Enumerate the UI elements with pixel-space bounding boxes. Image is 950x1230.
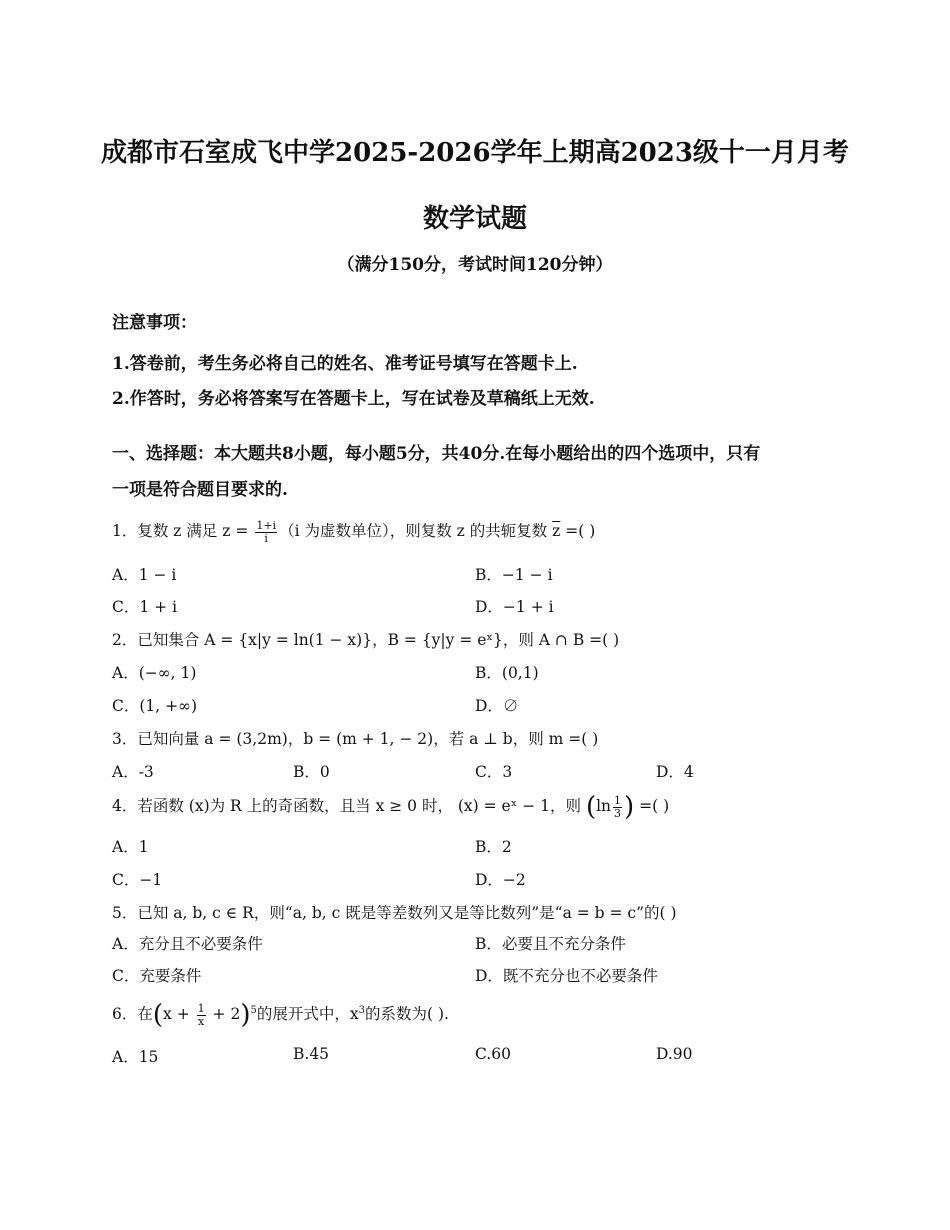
left-paren: (	[152, 1000, 164, 1030]
fraction-denominator: 3	[614, 806, 622, 820]
expr-part-a: x +	[163, 1005, 195, 1023]
question-4-fraction	[613, 795, 622, 820]
question-1-text-post: （i 为虚数单位），则复数 z 的共轭复数	[279, 522, 553, 540]
right-paren: )	[624, 792, 635, 822]
fraction-numerator: 1	[614, 793, 622, 807]
question-1	[112, 519, 595, 545]
q3-option-b: B．0	[293, 763, 330, 781]
q5-option-b: B．必要且不充分条件	[475, 935, 626, 953]
q1-option-d: D．−1 + i	[475, 598, 554, 616]
q4-option-d: D．−2	[475, 871, 526, 889]
fraction-denominator: i	[264, 531, 268, 545]
q5-option-c: C．充要条件	[112, 967, 202, 985]
notice-item-1: 1.答卷前，考生务必将自己的姓名、准考证号填写在答题卡上.	[112, 354, 578, 374]
q2-option-d: D．∅	[475, 697, 519, 715]
question-1-text-end: =( )	[560, 522, 596, 540]
notice-heading: 注意事项：	[112, 313, 197, 333]
q3-option-c: C．3	[475, 763, 513, 781]
expr-part-b: + 2	[207, 1005, 241, 1023]
question-5: 5．已知 a, b, c ∈ R，则“a, b, c 既是等差数列又是等比数列”是“a = b = c”的( )	[112, 904, 677, 922]
question-2: 2．已知集合 A = {x|y = ln(1 − x)}，B = {y|y = eˣ}，则 A ∩ B =( )	[112, 631, 620, 649]
exam-note: （满分150分，考试时间120分钟）	[337, 255, 613, 275]
exam-title: 成都市石室成飞中学2025-2026学年上期高2023级十一月月考	[101, 138, 849, 168]
question-4-text-pre: 4．若函数 (x)为 R 上的奇函数，且当 x ≥ 0 时， (x) = eˣ − 1，则	[112, 797, 586, 815]
q2-option-c: C．(1, +∞)	[112, 697, 198, 715]
question-3: 3．已知向量 a = (3,2m)，b = (m + 1, − 2)，若 a ⊥ b，则 m =( )	[112, 730, 599, 748]
q4-option-c: C．−1	[112, 871, 163, 889]
exponent: 5	[250, 1004, 257, 1016]
q3-option-a: A．-3	[112, 763, 154, 781]
conjugate-z: $\overline{z}$	[552, 522, 561, 540]
fraction-numerator: 1	[197, 1001, 205, 1015]
fraction-denominator: x	[198, 1014, 205, 1028]
q1-option-c: C．1 + i	[112, 598, 178, 616]
fraction-numerator: 1+i	[256, 518, 277, 532]
question-1-text-pre: 1．复数 z 满足 z =	[112, 522, 254, 540]
right-paren: )	[240, 1000, 251, 1030]
exam-subtitle: 数学试题	[422, 204, 527, 234]
q1-option-a: A．1 − i	[112, 566, 177, 584]
question-1-fraction	[255, 520, 277, 545]
q6-option-b: B.45	[293, 1045, 330, 1063]
section-heading-line2: 一项是符合题目要求的.	[112, 480, 288, 500]
question-4	[112, 792, 669, 822]
question-6-text-pre: 6．在	[112, 1005, 153, 1023]
q2-option-b: B．(0,1)	[475, 664, 539, 682]
left-paren: (	[585, 792, 597, 822]
q2-option-a: A．(−∞, 1)	[112, 664, 197, 682]
q4-option-a: A．1	[112, 838, 149, 856]
q6-option-a: A．15	[112, 1048, 159, 1066]
q4-option-b: B．2	[475, 838, 512, 856]
notice-item-2: 2.作答时，务必将答案写在答题卡上，写在试卷及草稿纸上无效.	[112, 389, 595, 409]
question-4-text-end: =( )	[634, 797, 670, 815]
question-6	[112, 1000, 449, 1030]
q6-option-d: D.90	[656, 1045, 693, 1063]
question-6-text-post: 的展开式中，x	[256, 1005, 359, 1023]
q3-option-d: D．4	[656, 763, 694, 781]
question-6-text-end: 的系数为( ).	[364, 1005, 449, 1023]
question-6-fraction	[197, 1003, 206, 1028]
x-exponent: 3	[358, 1004, 365, 1016]
section-heading-line1: 一、选择题：本大题共8小题，每小题5分，共40分.在每小题给出的四个选项中，只有	[112, 444, 761, 464]
q5-option-d: D．既不充分也不必要条件	[475, 967, 658, 985]
q5-option-a: A．充分且不必要条件	[112, 935, 263, 953]
ln-label: ln	[596, 797, 612, 815]
q6-option-c: C.60	[475, 1045, 511, 1063]
q1-option-b: B．−1 − i	[475, 566, 553, 584]
